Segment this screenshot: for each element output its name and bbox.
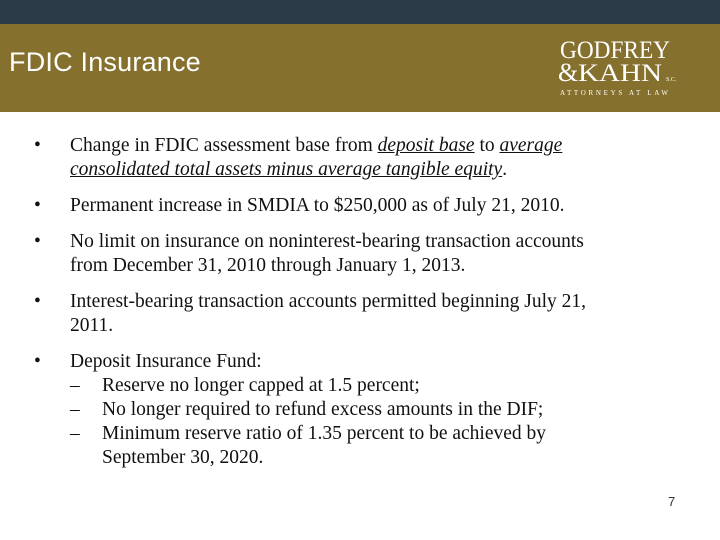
- logo-ampersand: &: [558, 58, 579, 87]
- sub-item-reserve-ratio: – Minimum reserve ratio of 1.35 percent to be achieved by September 30, 2020.: [70, 423, 547, 468]
- sub-item-reserve-cap: – Reserve no longer capped at 1.5 percent;: [70, 375, 420, 396]
- term-average-line2: consolidated total assets minus average tangible equity: [70, 159, 503, 180]
- term-deposit-base: deposit base: [377, 135, 475, 156]
- sub-item-refund: – No longer required to refund excess amounts in the DIF;: [70, 399, 544, 420]
- term-average-line1: average: [499, 135, 563, 156]
- top-strip: [0, 0, 720, 24]
- bullet-assessment-base: • Change in FDIC assessment base from deposit base to average consolidated total assets minus average tangible equity.: [34, 134, 694, 182]
- bullet-deposit-insurance-fund: • Deposit Insurance Fund: – Reserve no longer capped at 1.5 percent; – No longer required to refund excess amounts in the DIF; – Minimum reserve ratio of 1.35 percent to be achieved by September 30, 2020.: [34, 350, 694, 470]
- bullet-smdia: • Permanent increase in SMDIA to $250,000 as of July 21, 2010.: [34, 194, 694, 218]
- godfrey-kahn-logo: [556, 33, 682, 101]
- bullet-list: [34, 134, 694, 470]
- slide-title: FDIC Insurance: [9, 47, 201, 77]
- logo-line-godfrey: GODFREY: [560, 37, 670, 64]
- dif-sub-list: [70, 374, 694, 470]
- bullet-noninterest-accounts: • No limit on insurance on noninterest-bearing transaction accounts from December 31, 2010 through January 1, 2013.: [34, 230, 694, 278]
- logo-tagline: ATTORNEYS AT LAW: [560, 89, 668, 97]
- logo-suffix: S.C.: [666, 77, 677, 83]
- page-number: 7: [668, 494, 676, 509]
- bullet-interest-accounts: • Interest-bearing transaction accounts permitted beginning July 21, 2011.: [34, 290, 694, 338]
- logo-line-kahn: KAHN: [578, 60, 662, 87]
